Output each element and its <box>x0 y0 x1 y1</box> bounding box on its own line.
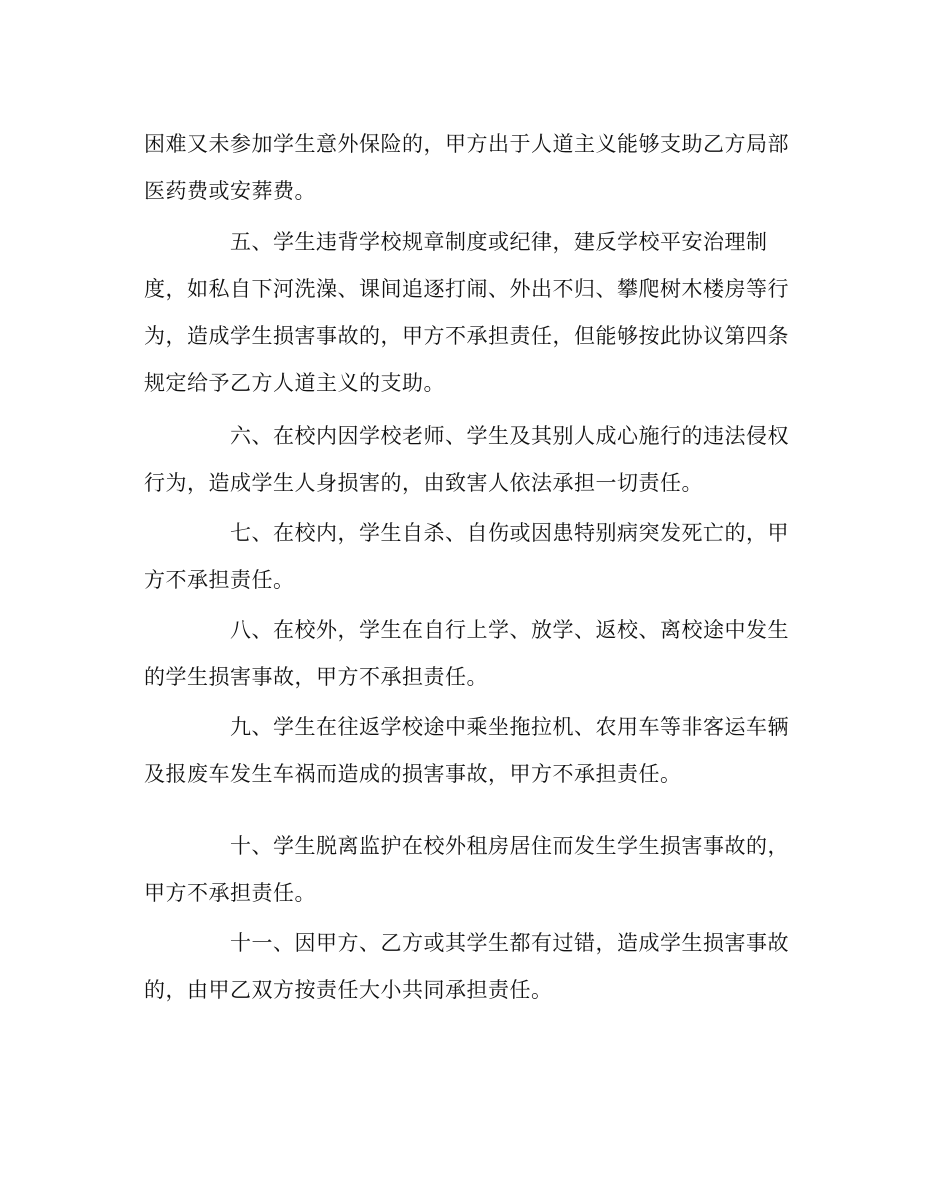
text-line: 十一、因甲方、乙方或其学生都有过错，造成学生损害事故 <box>230 931 789 955</box>
text-line: 九、学生在往返学校途中乘坐拖拉机、农用车等非客运车辆 <box>230 715 789 739</box>
text-line: 五、学生违背学校规章制度或纪律，建反学校平安治理制 <box>230 230 768 254</box>
text-line: 度，如私自下河洗澡、课间追逐打闹、外出不归、攀爬树木楼房等行 <box>144 277 789 301</box>
text-line: 的学生损害事故，甲方不承担责任。 <box>144 665 488 689</box>
text-line: 方不承担责任。 <box>144 568 295 592</box>
paragraph-clause-9 <box>144 704 804 798</box>
text-line: 十、学生脱离监护在校外租房居住而发生学生损害事故的， <box>230 834 789 858</box>
text-line: 为，造成学生损害事故的，甲方不承担责任，但能够按此协议第四条 <box>144 324 789 348</box>
paragraph-clause-6 <box>144 413 804 507</box>
paragraph-clause-7 <box>144 510 804 604</box>
text-line: 甲方不承担责任。 <box>144 881 316 905</box>
paragraph-clause-5 <box>144 219 804 407</box>
text-line: 规定给予乙方人道主义的支助。 <box>144 371 445 395</box>
text-line: 八、在校外，学生在自行上学、放学、返校、离校途中发生 <box>230 618 789 642</box>
text-line: 六、在校内因学校老师、学生及其别人成心施行的违法侵权 <box>230 424 789 448</box>
paragraph-continuation <box>144 121 804 215</box>
paragraph-clause-11 <box>144 920 804 1014</box>
paragraph-clause-8 <box>144 607 804 701</box>
text-line: 及报废车发生车祸而造成的损害事故，甲方不承担责任。 <box>144 762 682 786</box>
text-line: 的，由甲乙双方按责任大小共同承担责任。 <box>144 978 553 1002</box>
text-line: 医药费或安葬费。 <box>144 179 316 203</box>
text-line: 七、在校内，学生自杀、自伤或因患特别病突发死亡的，甲 <box>230 521 789 545</box>
paragraph-clause-10 <box>144 823 804 917</box>
text-line: 行为，造成学生人身损害的，由致害人依法承担一切责任。 <box>144 471 703 495</box>
text-line: 困难又未参加学生意外保险的，甲方出于人道主义能够支助乙方局部 <box>144 132 789 156</box>
